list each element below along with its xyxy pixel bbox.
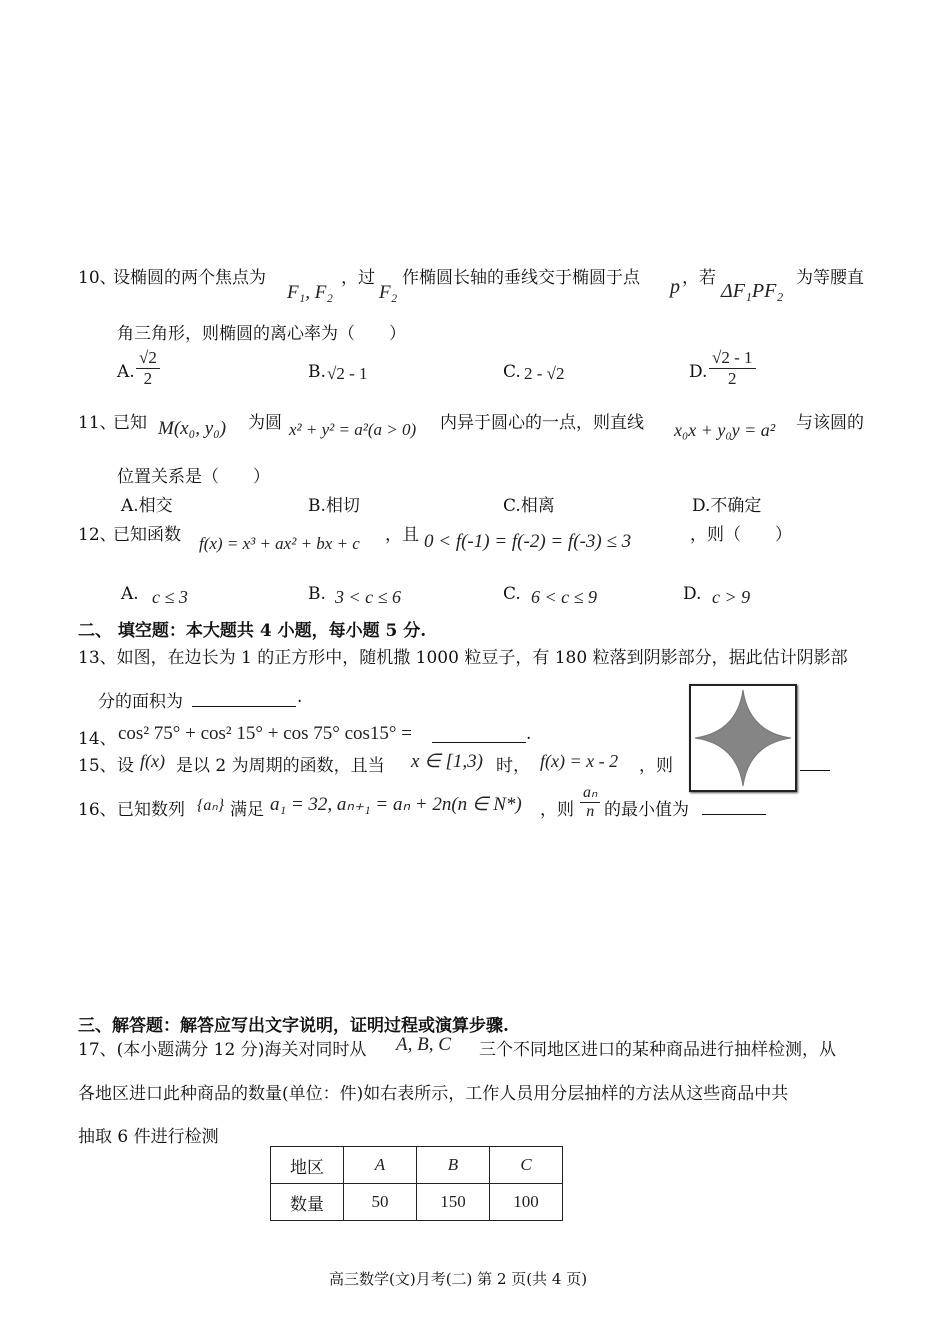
- q12-option-c: 6 < c ≤ 9: [531, 587, 598, 607]
- q17-data-table: [270, 1146, 563, 1221]
- table-cell-a: 50: [344, 1184, 417, 1221]
- table-row: [271, 1147, 563, 1184]
- q10-option-d-label: D.: [689, 362, 708, 382]
- q11-point-m: M(x₀, y₀): [158, 418, 227, 439]
- q15-answer-blank: [800, 769, 830, 771]
- table-header-a: A: [344, 1147, 417, 1184]
- q10-number: 10、: [78, 268, 117, 288]
- q11-circle-equation: x² + y² = a²(a > 0): [289, 420, 417, 439]
- q16-text-2: 满足: [230, 800, 264, 820]
- q12-text-1: 已知函数: [113, 525, 181, 545]
- q12-option-b: 3 < c ≤ 6: [335, 587, 402, 607]
- q14-number: 14、: [78, 729, 117, 749]
- q15-text-4: ，则: [639, 756, 673, 776]
- q11-line-equation: x₀x + y₀y = a²: [674, 420, 776, 440]
- q10-option-b: √2 - 1: [327, 364, 368, 383]
- q10-text-4: ，若: [682, 268, 716, 288]
- table-cell-c: 100: [490, 1184, 563, 1221]
- q16-answer-blank: [702, 813, 766, 815]
- q10-triangle: ΔF₁PF₂: [721, 280, 784, 302]
- q10-f2: F₂: [379, 282, 398, 303]
- q16-fraction-denominator: n: [586, 803, 595, 821]
- q16-recurrence: a₁ = 32, aₙ₊₁ = aₙ + 2n(n ∈ N*): [270, 794, 522, 815]
- q10-text-2: ，过: [341, 268, 375, 288]
- q10-option-d-fraction: [709, 348, 756, 388]
- q10-option-d-denominator: 2: [728, 368, 737, 388]
- q11-text-2: 为圆: [248, 413, 282, 433]
- q12-text-2: ，且: [385, 525, 419, 545]
- q15-number: 15、: [78, 756, 117, 776]
- q10-option-a-fraction: [136, 348, 160, 388]
- q10-text-3: 作椭圆长轴的垂线交于椭圆于点: [402, 268, 640, 288]
- q14-answer-blank: [432, 741, 526, 743]
- table-header-c: C: [490, 1147, 563, 1184]
- q10-point-p: p: [670, 276, 680, 298]
- q15-definition: f(x) = x - 2: [540, 751, 619, 771]
- q16-text-3: ，则: [540, 800, 574, 820]
- q11-number: 11、: [78, 413, 117, 433]
- q11-line-2: 位置关系是（ ）: [117, 467, 270, 487]
- q10-text-5: 为等腰直: [796, 268, 864, 288]
- q13-end: .: [297, 687, 303, 707]
- q12-condition: 0 < f(-1) = f(-2) = f(-3) ≤ 3: [424, 531, 632, 552]
- q13-answer-blank: [192, 705, 296, 707]
- q12-option-c-label: C.: [503, 584, 521, 604]
- q12-function: f(x) = x³ + ax² + bx + c: [199, 534, 360, 553]
- q12-number: 12、: [78, 525, 117, 545]
- q15-text-2: 是以 2 为周期的函数，且当: [176, 756, 385, 776]
- q17-regions: A, B, C: [396, 1034, 451, 1055]
- q12-option-a: c ≤ 3: [152, 587, 188, 607]
- q11-option-c: C.相离: [503, 496, 555, 516]
- table-row: [271, 1184, 563, 1221]
- astroid-shape: [691, 686, 795, 790]
- q17-line-1a: 17、(本小题满分 12 分)海关对同时从: [78, 1040, 367, 1060]
- q12-option-a-label: A.: [121, 584, 139, 604]
- q10-option-c: 2 - √2: [524, 364, 565, 383]
- q10-option-a-numerator: √2: [136, 348, 160, 369]
- q16-text-4: 的最小值为: [604, 800, 689, 820]
- q11-option-d: D.不确定: [692, 496, 762, 516]
- q12-option-d-label: D.: [683, 584, 702, 604]
- table-label-quantity: 数量: [271, 1184, 344, 1221]
- q13-line-1: 13、如图，在边长为 1 的正方形中，随机撒 1000 粒豆子，有 180 粒落到阴影部分，据此估计阴影部: [78, 648, 848, 668]
- q17-line-1b: 三个不同地区进口的某种商品进行抽样检测，从: [479, 1040, 836, 1060]
- q15-text-3: 时，: [496, 756, 530, 776]
- q17-line-3: 抽取 6 件进行检测: [78, 1127, 219, 1147]
- q11-option-a: A.相交: [121, 496, 173, 516]
- q10-foci: F₁, F₂: [287, 282, 333, 303]
- q11-text-3: 内异于圆心的一点，则直线: [440, 413, 644, 433]
- q10-option-a-denominator: 2: [143, 368, 153, 388]
- table-header-b: B: [417, 1147, 490, 1184]
- shaded-square-figure: [689, 684, 797, 792]
- q10-line-2: 角三角形，则椭圆的离心率为（ ）: [117, 324, 406, 344]
- page-footer: 高三数学(文)月考(二) 第 2 页(共 4 页): [329, 1270, 588, 1288]
- section-2-heading: 二、 填空题：本大题共 4 小题，每小题 5 分.: [78, 621, 427, 641]
- q16-number: 16、: [78, 800, 117, 820]
- q16-fraction-numerator: aₙ: [580, 784, 600, 803]
- q10-option-c-label: C.: [503, 362, 521, 382]
- q10-option-b-label: B.: [308, 362, 326, 382]
- q10-option-a-label: A.: [117, 362, 135, 382]
- table-cell-b: 150: [417, 1184, 490, 1221]
- q11-option-b: B.相切: [308, 496, 360, 516]
- q14-expression: cos² 75° + cos² 15° + cos 75° cos15° =: [118, 723, 412, 744]
- q12-option-b-label: B.: [308, 584, 326, 604]
- section-3-heading: 三、解答题：解答应写出文字说明，证明过程或演算步骤.: [78, 1016, 509, 1036]
- q16-text-1: 已知数列: [117, 800, 185, 820]
- q14-end: .: [526, 724, 532, 744]
- q11-text-4: 与该圆的: [796, 413, 864, 433]
- q13-line-2: 分的面积为: [98, 692, 183, 712]
- q12-option-d: c > 9: [712, 587, 751, 607]
- q10-text-1: 设椭圆的两个焦点为: [113, 268, 266, 288]
- q16-fraction: [580, 784, 600, 822]
- table-header-region: 地区: [271, 1147, 344, 1184]
- q15-text-1: 设: [117, 756, 134, 776]
- q17-line-2: 各地区进口此种商品的数量(单位：件)如右表所示，工作人员用分层抽样的方法从这些商品中共: [78, 1084, 789, 1104]
- q11-text-1: 已知: [113, 413, 147, 433]
- q12-text-3: ，则（ ）: [690, 525, 792, 545]
- q15-interval: x ∈ [1,3): [411, 751, 483, 772]
- q10-option-d-numerator: √2 - 1: [709, 348, 756, 369]
- q15-function: f(x): [140, 751, 165, 771]
- q16-sequence: {aₙ}: [197, 797, 225, 814]
